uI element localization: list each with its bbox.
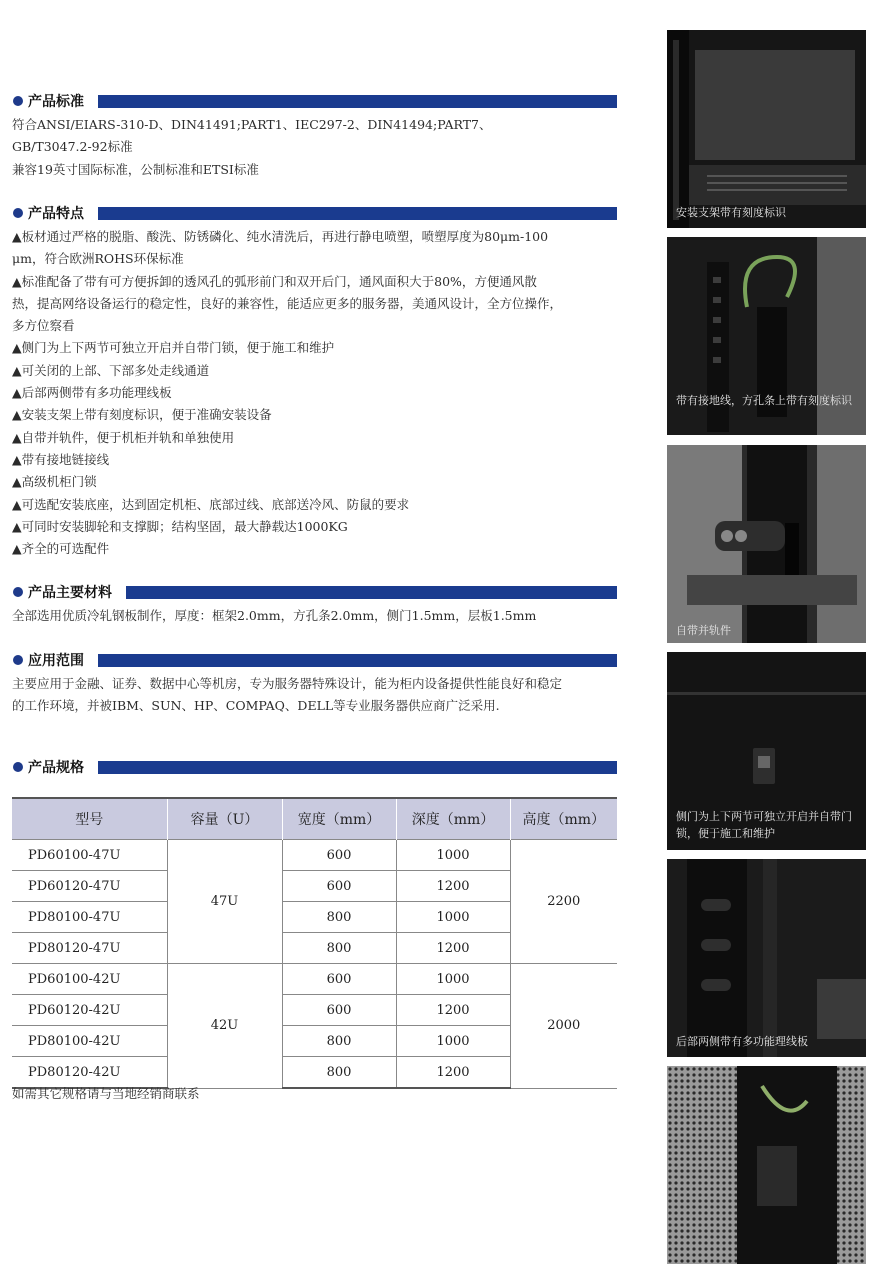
cell-height: 2200 <box>510 840 617 964</box>
bullet-dot <box>13 96 23 106</box>
feature-line: ▲带有接地链接线 <box>12 451 110 467</box>
section-header-standard <box>12 95 617 109</box>
section-header-features <box>12 207 617 221</box>
photo-caption: 自带并轨件 <box>676 624 731 637</box>
cell-model: PD80120-47U <box>12 933 167 964</box>
standard-text <box>12 114 622 181</box>
cell-width: 800 <box>282 933 396 964</box>
bullet-dot <box>13 208 23 218</box>
cell-model: PD60120-47U <box>12 871 167 902</box>
cell-depth: 1000 <box>396 964 510 995</box>
section-title: 应用范围 <box>28 653 84 669</box>
feature-line: ▲齐全的可选配件 <box>12 541 110 557</box>
feature-line: ▲自带并轨件，便于机柜并轨和单独使用 <box>12 429 235 445</box>
feature-line: 热，提高网络设备运行的稳定性，良好的兼容性，能适应更多的服务器，美通风设计，全方位操作， <box>12 295 563 311</box>
cell-depth: 1200 <box>396 933 510 964</box>
cell-depth: 1200 <box>396 995 510 1026</box>
cable-manager-illustration <box>667 859 866 1057</box>
cell-model: PD60120-42U <box>12 995 167 1026</box>
header-width: 宽度（mm） <box>282 798 396 840</box>
feature-line: ▲可选配安装底座，达到固定机柜、底部过线、底部送冷风、防鼠的要求 <box>12 496 410 512</box>
header-depth: 深度（mm） <box>396 798 510 840</box>
materials-text <box>12 605 622 627</box>
table-row <box>12 964 617 995</box>
section-bar <box>126 586 617 599</box>
cell-depth: 1200 <box>396 1057 510 1089</box>
rack-bracket-illustration <box>667 30 866 228</box>
feature-line: ▲板材通过严格的脱脂、酸洗、防锈磷化、纯水清洗后，再进行静电喷塑，喷塑厚度为80μm-100 <box>12 229 549 244</box>
section-bar <box>98 207 617 220</box>
section-title: 产品主要材料 <box>28 585 112 601</box>
baying-kit-illustration <box>667 445 866 643</box>
header-height: 高度（mm） <box>510 798 617 840</box>
cell-depth: 1000 <box>396 902 510 933</box>
photo-caption: 安装支架带有刻度标识 <box>676 206 786 219</box>
cell-capacity: 47U <box>167 840 282 964</box>
contact-note: 如需其它规格请与当地经销商联系 <box>12 1085 200 1101</box>
cell-model: PD80100-47U <box>12 902 167 933</box>
photo-ground-wire <box>667 237 866 435</box>
section-header-specs <box>12 761 617 775</box>
door-lock-illustration <box>667 1066 866 1264</box>
header-model: 型号 <box>12 798 167 840</box>
text-line: 符合ANSI/EIARS-310-D、DIN41491;PART1、IEC297-2、DIN41494;PART7、 <box>12 117 492 132</box>
photo-door-lock <box>667 1066 866 1264</box>
photo-cable-manager <box>667 859 866 1057</box>
cell-model: PD80100-42U <box>12 1026 167 1057</box>
cell-model: PD60100-47U <box>12 840 167 871</box>
photo-caption: 带有接地线，方孔条上带有刻度标识 <box>676 394 852 407</box>
feature-line: μm，符合欧洲ROHS环保标准 <box>12 251 184 267</box>
bullet-dot <box>13 762 23 772</box>
photo-caption: 侧门为上下两节可独立开启并自带门锁，便于施工和维护 <box>676 810 852 840</box>
cell-width: 600 <box>282 964 396 995</box>
spec-table <box>12 797 617 1089</box>
feature-line: ▲侧门为上下两节可独立开启并自带门锁，便于施工和维护 <box>12 340 335 356</box>
cell-width: 600 <box>282 871 396 902</box>
table-header-row <box>12 798 617 840</box>
section-header-materials <box>12 586 617 600</box>
section-bar <box>98 654 617 667</box>
bullet-dot <box>13 587 23 597</box>
photo-caption: 后部两侧带有多功能理线板 <box>676 1035 808 1048</box>
feature-line: ▲后部两侧带有多功能理线板 <box>12 385 172 401</box>
cell-width: 600 <box>282 840 396 871</box>
cell-depth: 1000 <box>396 840 510 871</box>
section-bar <box>98 95 617 108</box>
cell-width: 600 <box>282 995 396 1026</box>
cell-model: PD80120-42U <box>12 1057 167 1089</box>
cell-width: 800 <box>282 1026 396 1057</box>
feature-line: ▲可同时安装脚轮和支撑脚；结构坚固，最大静载达1000KG <box>12 518 348 534</box>
text-line: GB/T3047.2-92标准 <box>12 139 133 155</box>
photo-side-door <box>667 652 866 850</box>
features-text <box>12 226 622 560</box>
photo-baying-kit <box>667 445 866 643</box>
feature-line: ▲高级机柜门锁 <box>12 474 97 490</box>
text-line: 的工作环境，并被IBM、SUN、HP、COMPAQ、DELL等专业服务器供应商广泛采用. <box>12 698 500 714</box>
cell-capacity: 42U <box>167 964 282 1089</box>
cell-depth: 1000 <box>396 1026 510 1057</box>
bullet-dot <box>13 655 23 665</box>
feature-line: ▲标准配备了带有可方便拆卸的透风孔的弧形前门和双开后门，通风面积大于80%，方便通风散 <box>12 273 537 289</box>
text-line: 兼容19英寸国际标准，公制标准和ETSI标准 <box>12 161 259 177</box>
table-row <box>12 840 617 871</box>
section-title: 产品标准 <box>28 94 84 110</box>
application-text <box>12 673 622 718</box>
section-header-application <box>12 654 617 668</box>
cell-height: 2000 <box>510 964 617 1089</box>
photo-mounting-bracket <box>667 30 866 228</box>
cell-width: 800 <box>282 1057 396 1089</box>
section-title: 产品特点 <box>28 206 84 222</box>
feature-line: 多方位察看 <box>12 318 75 334</box>
cell-depth: 1200 <box>396 871 510 902</box>
text-line: 全部选用优质冷轧钢板制作，厚度：框架2.0mm，方孔条2.0mm，侧门1.5mm，层板1.5mm <box>12 608 537 623</box>
header-capacity: 容量（U） <box>167 798 282 840</box>
feature-line: ▲安装支架上带有刻度标识，便于准确安装设备 <box>12 407 272 423</box>
section-title: 产品规格 <box>28 760 84 776</box>
cell-model: PD60100-42U <box>12 964 167 995</box>
cell-width: 800 <box>282 902 396 933</box>
section-bar <box>98 761 617 774</box>
feature-line: ▲可关闭的上部、下部多处走线通道 <box>12 362 210 378</box>
text-line: 主要应用于金融、证券、数据中心等机房，专为服务器特殊设计，能为柜内设备提供性能良好和稳定 <box>12 676 563 691</box>
